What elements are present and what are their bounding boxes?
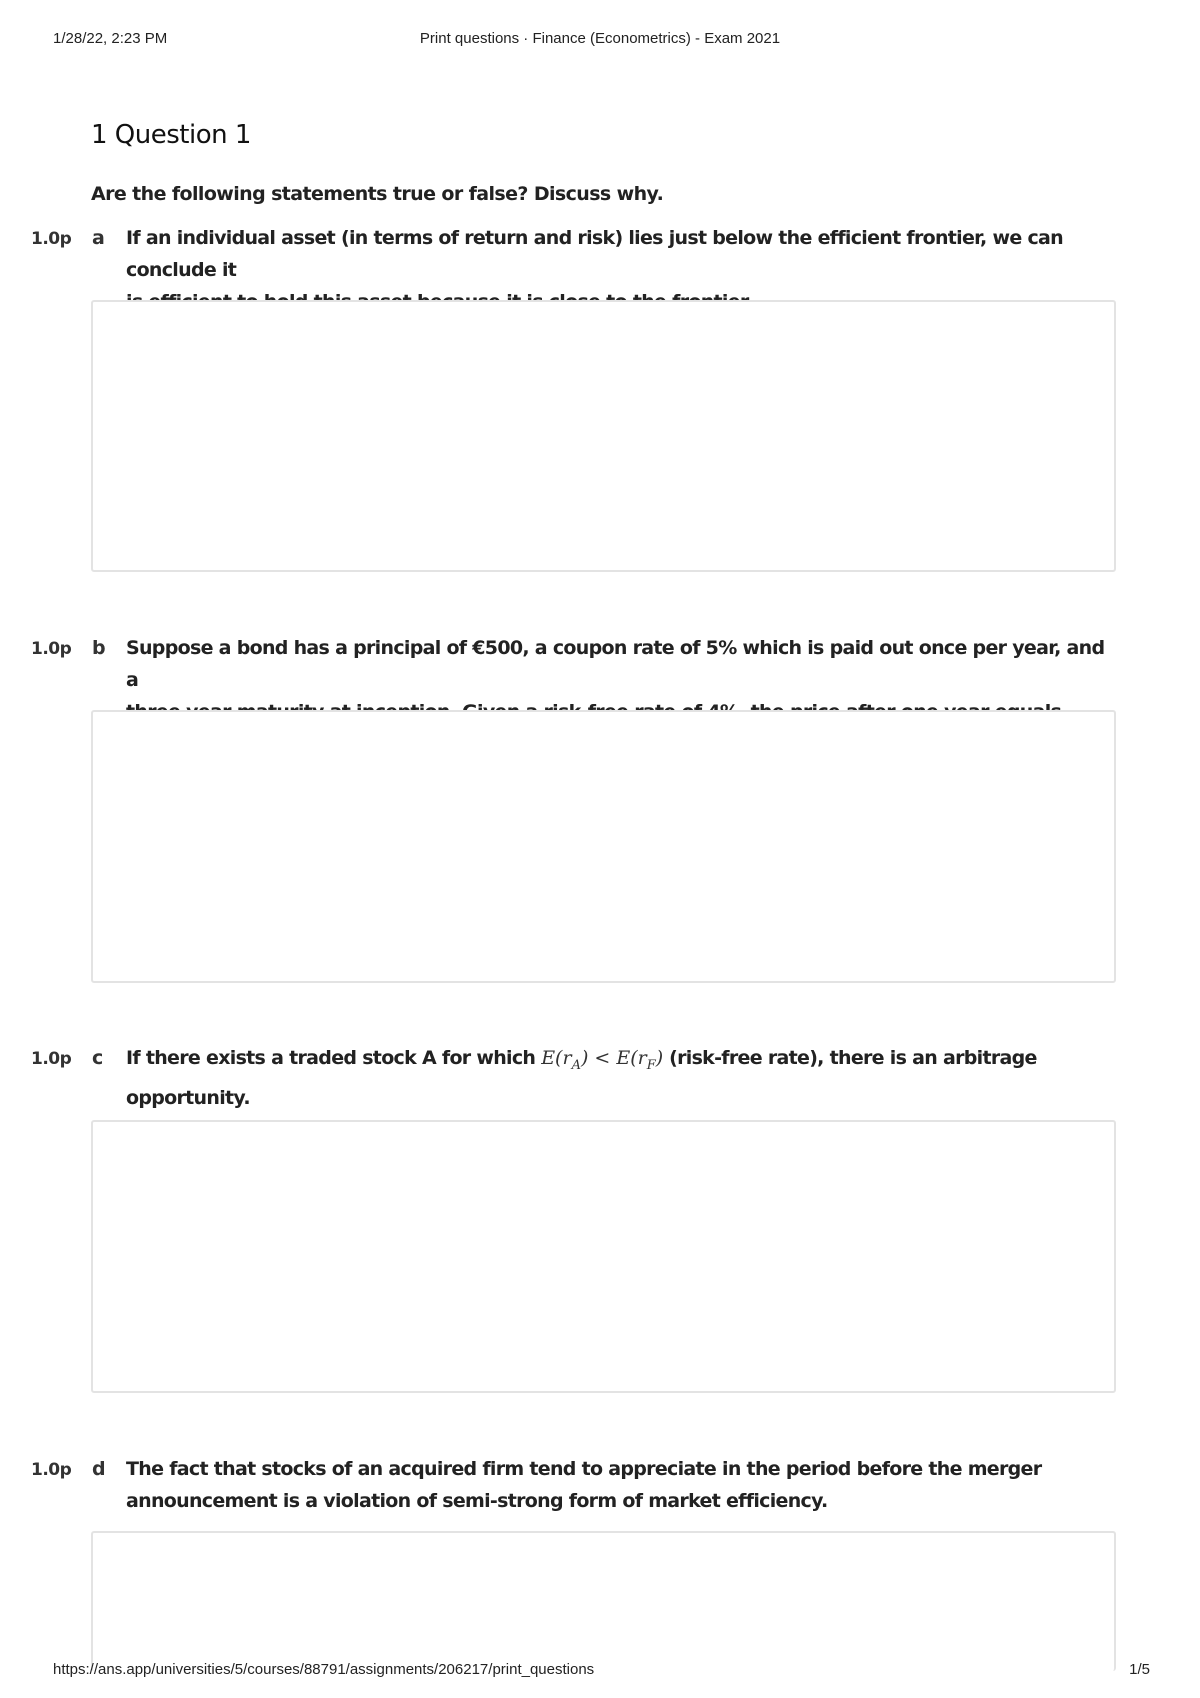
math-expression	[541, 1047, 664, 1073]
statement-text: If there exists a traded stock A for which	[126, 1047, 536, 1069]
statement-line: opportunity.	[126, 1086, 250, 1109]
math-part: E(r	[541, 1047, 572, 1069]
statement-line: If an individual asset (in terms of return and risk) lies just below the efficient frontier, we can conclude it	[126, 227, 1063, 281]
statement-line: announcement is a violation of semi-strong form of market efficiency.	[126, 1490, 828, 1512]
statement-text: (risk-free rate), there is an arbitrage	[669, 1047, 1037, 1069]
answer-box-b[interactable]	[91, 710, 1116, 983]
answer-box-c[interactable]	[91, 1120, 1116, 1393]
answer-box-a[interactable]	[91, 300, 1116, 572]
points-label: 1.0p	[31, 229, 72, 249]
points-label: 1.0p	[31, 1460, 72, 1480]
answer-box-d[interactable]	[91, 1531, 1116, 1671]
math-part: )	[655, 1047, 664, 1069]
math-subscript: F	[646, 1057, 656, 1073]
subquestion-letter: c	[92, 1047, 104, 1069]
subquestion-letter: d	[92, 1458, 106, 1480]
statement-line	[126, 1042, 1116, 1082]
print-page-title: Print questions · Finance (Econometrics) - Exam 2021	[419, 30, 781, 47]
subquestion-statement	[126, 1453, 1116, 1517]
subquestion-statement	[126, 1042, 1116, 1114]
math-part: ) < E(r	[580, 1047, 647, 1069]
print-url: https://ans.app/universities/5/courses/88791/assignments/206217/print_questions	[53, 1661, 595, 1678]
question-title: 1 Question 1	[91, 120, 251, 150]
points-label: 1.0p	[31, 1049, 72, 1069]
statement-line: Suppose a bond has a principal of €500, a coupon rate of 5% which is paid out once per year, and a	[126, 637, 1105, 691]
subquestion-letter: b	[92, 637, 106, 659]
statement-line: The fact that stocks of an acquired firm tend to appreciate in the period before the merger	[126, 1458, 1042, 1480]
page-number: 1/5	[1129, 1661, 1150, 1678]
question-intro: Are the following statements true or false? Discuss why.	[91, 183, 664, 205]
math-subscript: A	[571, 1057, 581, 1073]
points-label: 1.0p	[31, 639, 72, 659]
subquestion-letter: a	[92, 227, 105, 249]
print-datetime: 1/28/22, 2:23 PM	[53, 30, 168, 47]
